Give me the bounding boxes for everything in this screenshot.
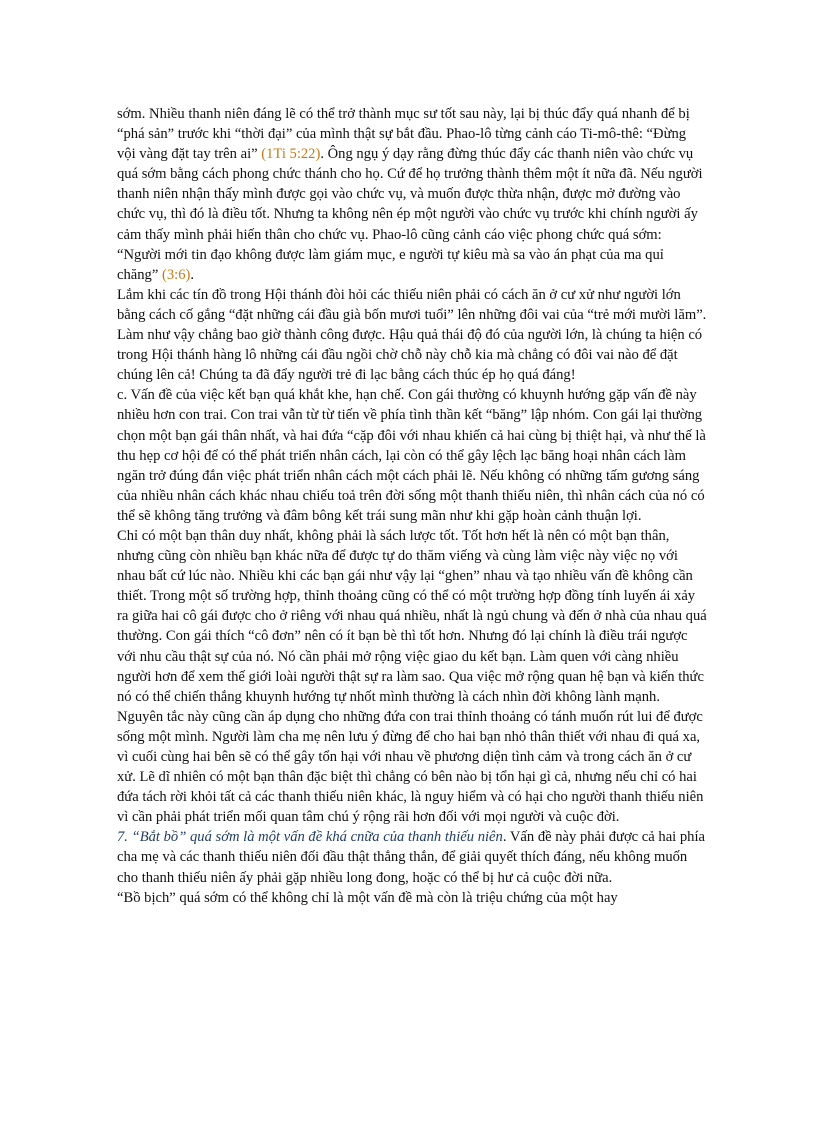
document-body [117, 104, 707, 908]
paragraph-1 [117, 104, 707, 285]
paragraph-2 [117, 285, 707, 385]
scripture-reference: (1Ti 5:22) [261, 146, 321, 163]
paragraph-4 [117, 526, 707, 827]
scripture-reference: (3:6) [161, 266, 191, 283]
paragraph-text: “Bồ bịch” quá sớm có thể không chỉ là một vấn đề mà còn là triệu chứng của một hay [117, 889, 618, 906]
paragraph-3 [117, 385, 707, 526]
paragraph-text: Lắm khi các tín đồ trong Hội thánh đòi hỏi các thiếu niên phải có cách ăn ở cư xử như người lớn bằng cách cố gắng “đặt những cái đầu già bốn mươi tuổi” lên những đôi vai của “trẻ mới mười lăm”. Làm như vậy chẳng bao giờ thành công được. Hậu quả thái độ đó của người lớn, là chúng ta hiện có trong Hội thánh hàng lô những cái đầu ngồi chờ chỗ này chỗ kia mà chẳng có đôi vai nào để đặt chúng lên cả! Chúng ta đã đẩy người trẻ đi lạc bằng cách thúc ép họ quá đáng! [117, 286, 707, 384]
paragraph-text: . [190, 266, 195, 283]
paragraph-text: c. Vấn đề của việc kết bạn quá khắt khe, hạn chế. Con gái thường có khuynh hướng gặp vấn đề này nhiều hơn con trai. Con trai vẫn từ từ tiến về phía tình thần kết “băng” lập nhóm. Con gái lại thường chọn một bạn gái thân nhất, và hai đứa “cặp đôi với nhau khiến cả hai cùng bị thiệt hại, và như thế là thu hẹp cơ hội để có thể phát triển nhân cách, lại còn có thể gây lệch lạc băng hoại nhân cách làm ngăn trở đúng đắn việc phát triển nhân cách một cách phải lẽ. Nếu không có những tấm gương sáng của nhiều nhân cách khác nhau chiếu toả trên đời sống một thanh thiếu niên, thì nhân cách của nó có thể sẽ không tăng trưởng và đâm bông kết trái sung mãn như khi gặp hoàn cảnh thuận lợi. [117, 387, 706, 524]
paragraph-text: Chỉ có một bạn thân duy nhất, không phải là sách lược tốt. Tốt hơn hết là nên có một bạn thân, nhưng cũng còn nhiều bạn khác nữa để được tự do thăm viếng và cùng làm việc này việc nọ với nhau bất cứ lúc nào. Nhiều khi các bạn gái như vậy lại “ghen” nhau và tạo nhiều vấn đề không cần thiết. Trong một số trường hợp, thỉnh thoảng cũng có thể có một trường hợp đồng tính luyến ái xảy ra giữa hai cô gái được cho ở riêng với nhau quá nhiều, nhất là ngủ chung và đến ở nhà của nhau quá thường. Con gái thích “cô đơn” nên có ít bạn bè thì tốt hơn. Nhưng đó lại chính là điều trái ngược với nhu cầu thật sự của nó. Nó cần phải mở rộng việc giao du kết bạn. Làm quen với càng nhiều người hơn để xem thế giới loài người thật sự ra làm sao. Qua việc mở rộng quan hệ bạn và kiến thức nó có thể chiến thắng khuynh hướng tự nhốt mình thường là cách nhìn đời không lành mạnh. Nguyên tắc này cũng cần áp dụng cho những đứa con trai thỉnh thoảng có tánh muốn rút lui để được sống một mình. Người làm cha mẹ nên lưu ý đừng để cho hai bạn nhỏ thân thiết với nhau đi quá xa, vì cuối cùng hai bên sẽ có thể gây tổn hại với nhau về phương diện tình cảm và trong cách ăn ở cư xử. Lẽ dĩ nhiên có một bạn thân đặc biệt thì chẳng có bên nào bị tổn hại gì cả, nhưng nếu chỉ có hai đứa tách rời khỏi tất cả các thanh thiếu niên khác, là nguy hiểm và có hại cho người thanh thiếu niên vì cần phải phát triển mối quan tâm chú ý rộng rãi hơn đối với mọi người và cuộc đời. [117, 527, 707, 826]
paragraph-text: . Vấn đề này phải được cả hai phía cha mẹ và các thanh thiếu niên đối đầu thật thẳng thắn, để giải quyết thích đáng, nếu không muốn cho thanh thiếu niên ấy phải gặp nhiều long đong, hoặc có thể bị hư cả cuộc đời nữa. [117, 829, 705, 886]
section-heading: 7. “Bắt bồ” quá sớm là một vấn đề khá cnữa của thanh thiếu niên [117, 829, 503, 846]
paragraph-5 [117, 827, 707, 887]
paragraph-text: sớm. Nhiều thanh niên đáng lẽ có thể trở thành mục sư tốt sau này, lại bị thúc đẩy quá nhanh để bị “phá sản” trước khi “thời đại” của mình thật sự bắt đầu. Phao-lô từng cảnh cáo Ti-mô-thê: “Đừng vội vàng đặt tay trên ai” [117, 106, 690, 163]
paragraph-text: . Ông ngụ ý dạy rằng đừng thúc đẩy các thanh niên vào chức vụ quá sớm bằng cách phong chức thánh cho họ. Cứ để họ trưởng thành thêm một ít nữa đã. Nếu người thanh niên nhận thấy mình được gọi vào chức vụ, và muốn được thừa nhận, được mở đường vào chức vụ, thì đó là điều tốt. Nhưng ta không nên ép một người vào chức vụ trước khi chính người ấy cảm thấy mình phải hiến thân cho chức vụ. Phao-lô cũng cảnh cáo việc phong chức quá sớm: “Người mới tin đạo không được làm giám mục, e người tự kiêu mà sa vào án phạt của ma quỉ chăng” [117, 146, 703, 283]
paragraph-6 [117, 888, 707, 908]
